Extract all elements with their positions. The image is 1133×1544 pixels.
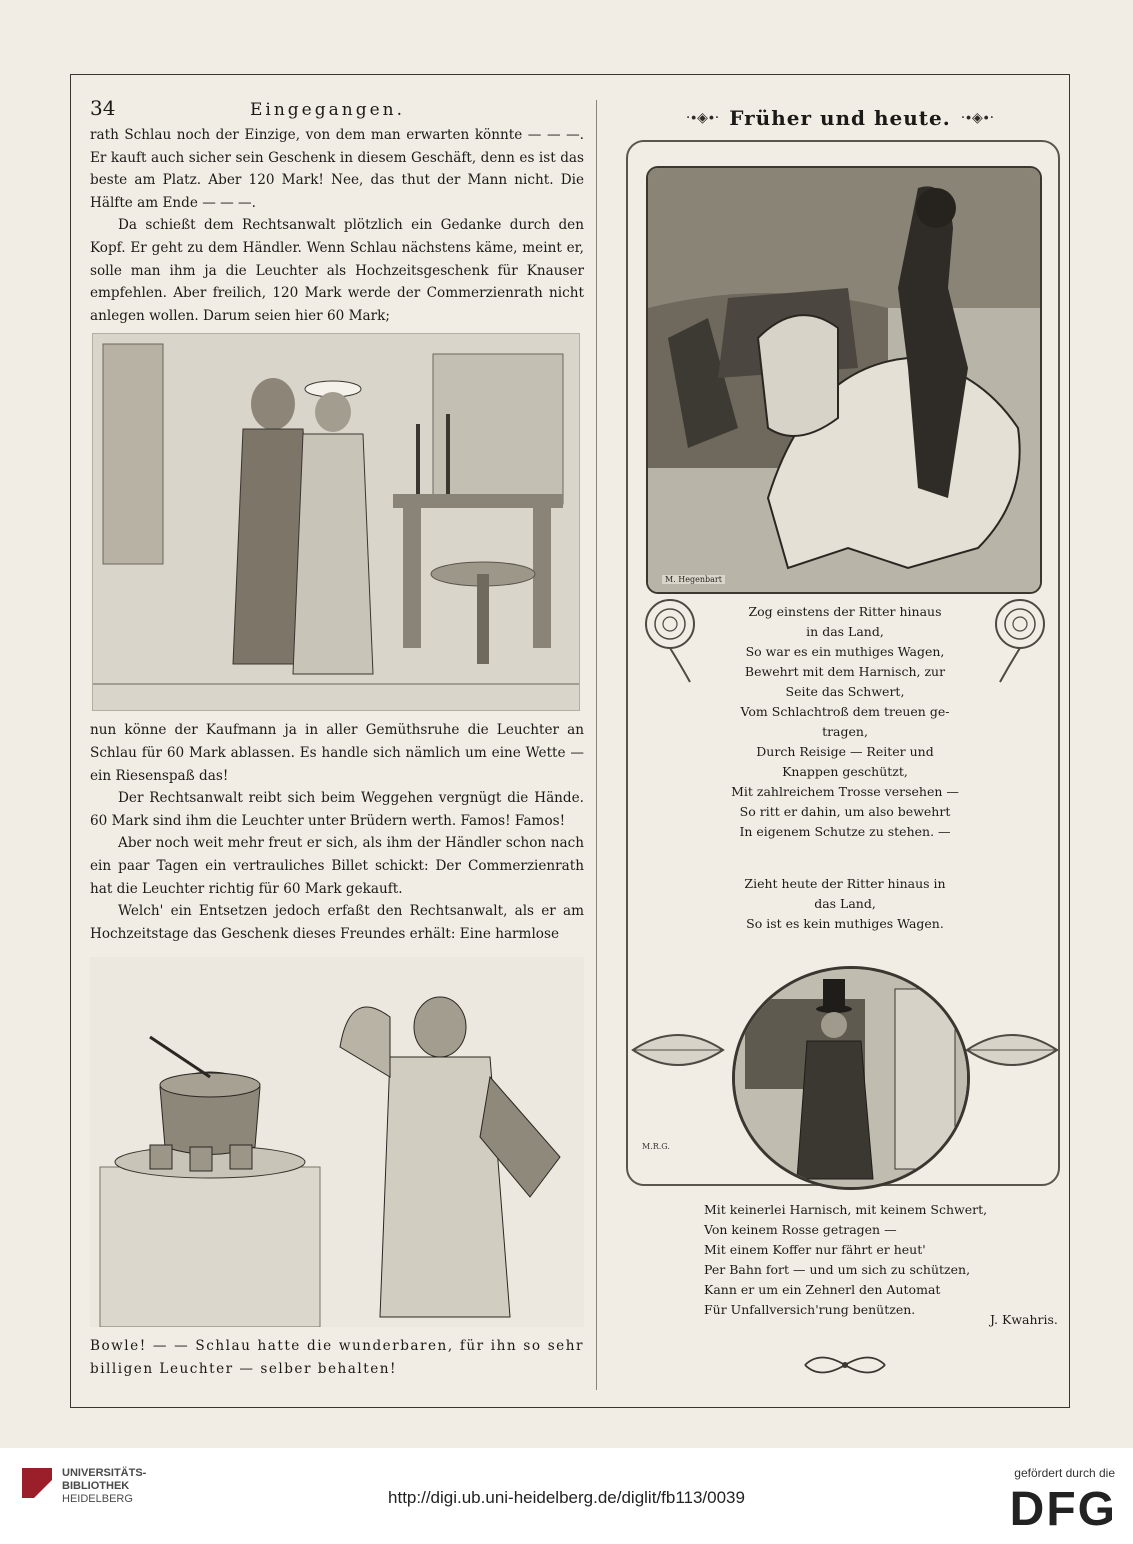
paragraph-6: Welch' ein Entsetzen jedoch erfaßt den Rechtsanwalt, als er am Hochzeitstage das Geschenk dieses Freundes erhält: Eine harmlose [90,903,584,942]
poem-line: Seite das Schwert, [785,684,905,699]
column-divider [596,100,597,1390]
poem-line: Per Bahn fort — und um sich zu schützen, [704,1262,971,1277]
page-number: 34 [90,96,116,120]
poem-stanza-1 [718,602,972,842]
right-flourish-icon: ·∙◈∙· [960,110,995,126]
left-snail-ornament-icon [640,594,700,684]
running-head: Eingegangen. [250,100,405,120]
left-leaf-ornament-icon [628,1010,728,1090]
paragraph-4: Der Rechtsanwalt reibt sich beim Weggehen vergnügt die Hände. 60 Mark sind ihm die Leuchter unter Brüdern werth. Famos! Famos! [90,790,584,829]
poem-line: Zieht heute der Ritter hinaus in [744,876,946,891]
poem-line: Zog einstens der Ritter hinaus [748,604,942,619]
poem-line: Kann er um ein Zehnerl den Automat [704,1282,941,1297]
poem-line: Knappen geschützt, [782,764,908,779]
digitization-footer [0,1448,1133,1544]
poem-line: Mit einem Koffer nur fährt er heut' [704,1242,926,1257]
poem-line: Mit keinerlei Harnisch, mit keinem Schwert, [704,1202,988,1217]
poem-line: In eigenem Schutze zu stehen. — [739,824,951,839]
closing-flourish-icon [800,1350,890,1380]
poem-line: So ist es kein muthiges Wagen. [746,916,944,931]
poem-line: in das Land, [806,624,884,639]
poem-stanza-2 [718,874,972,934]
library-name-line: HEIDELBERG [62,1493,133,1505]
poem-header [610,96,1070,140]
poem-line: Mit zahlreichem Trosse versehen — [731,784,959,799]
illustration-candlestick-shop [92,333,580,711]
left-flourish-icon: ·∙◈∙· [685,110,720,126]
left-column [90,96,584,1380]
poem-title: Früher und heute. [729,106,951,130]
paragraph-5: Aber noch weit mehr freut er sich, als ihm der Händler schon nach ein paar Tagen ein vertrauliches Billet schickt: Der Commerzienrath hat die Leuchter richtig für 60 Mark gekauft. [90,835,584,897]
paragraph-1: rath Schlau noch der Einzige, von dem man erwarten könnte — — —. Er kauft auch sicher sein Geschenk in diesem Geschäft, denn es ist das beste am Platz. Aber 120 Mark! Nee, das thut der Mann nicht. Die Hälfte am Ende — — —. [90,127,584,211]
illustration-punch-bowl [90,957,584,1327]
poem-line: Vom Schlachtroß dem treuen ge- [740,704,950,719]
artist-signature: M. Hegenbart [662,575,725,584]
paragraph-7: Bowle! — — Schlau hatte die wunderbaren, für ihn so sehr billigen Leuchter — selber behalten! [90,1338,584,1377]
paragraph-2: Da schießt dem Rechtsanwalt plötzlich ein Gedanke durch den Kopf. Er geht zu dem Händler. Wenn Schlau nächstens käme, meint er, solle man ihm ja die Leuchter als Hochzeitsgeschenk für Knauser empfehlen. Aber freilich, 120 Mark werde der Commerzienrath nicht anlegen wollen. Darum seien hier 60 Mark; [90,217,584,324]
poem-line: So ritt er dahin, um also bewehrt [739,804,951,819]
funded-by-label: gefördert durch die [1014,1466,1115,1480]
bowl-scene-sketch [90,957,584,1327]
traveler-scene-sketch [735,969,967,1187]
right-snail-ornament-icon [990,594,1050,684]
illustration-modern-traveler [732,966,970,1190]
poem-stanza-3 [704,1200,1034,1320]
poem-line: Bewehrt mit dem Harnisch, zur [744,664,946,679]
dfg-logo: DFG [1009,1483,1117,1536]
poem-line: Von keinem Rosse getragen — [704,1222,897,1237]
right-leaf-ornament-icon [962,1010,1062,1090]
knight-scene-sketch [648,168,1040,592]
poem-line: Für Unfallversich'rung benützen. [704,1302,916,1317]
poem-line: tragen, [822,724,868,739]
page-header [90,96,584,124]
small-signature: M.R.G. [642,1142,670,1151]
source-url[interactable]: http://digi.ub.uni-heidelberg.de/diglit/fb113/0039 [388,1488,745,1507]
poem-line: das Land, [814,896,876,911]
poem-line: So war es ein muthiges Wagen, [745,644,945,659]
right-column [610,96,1070,140]
poem-author: J. Kwahris. [990,1312,1058,1327]
poem-line: Durch Reisige — Reiter und [756,744,934,759]
shop-scene-sketch [93,334,579,710]
library-name-line: UNIVERSITÄTS- [62,1467,147,1479]
library-name-line: BIBLIOTHEK [62,1480,130,1492]
illustration-knight-procession [646,166,1042,594]
paragraph-3: nun könne der Kaufmann ja in aller Gemüthsruhe die Leuchter an Schlau für 60 Mark ablassen. Es handle sich nämlich um eine Wette — ein Riesenspaß das! [90,722,584,784]
